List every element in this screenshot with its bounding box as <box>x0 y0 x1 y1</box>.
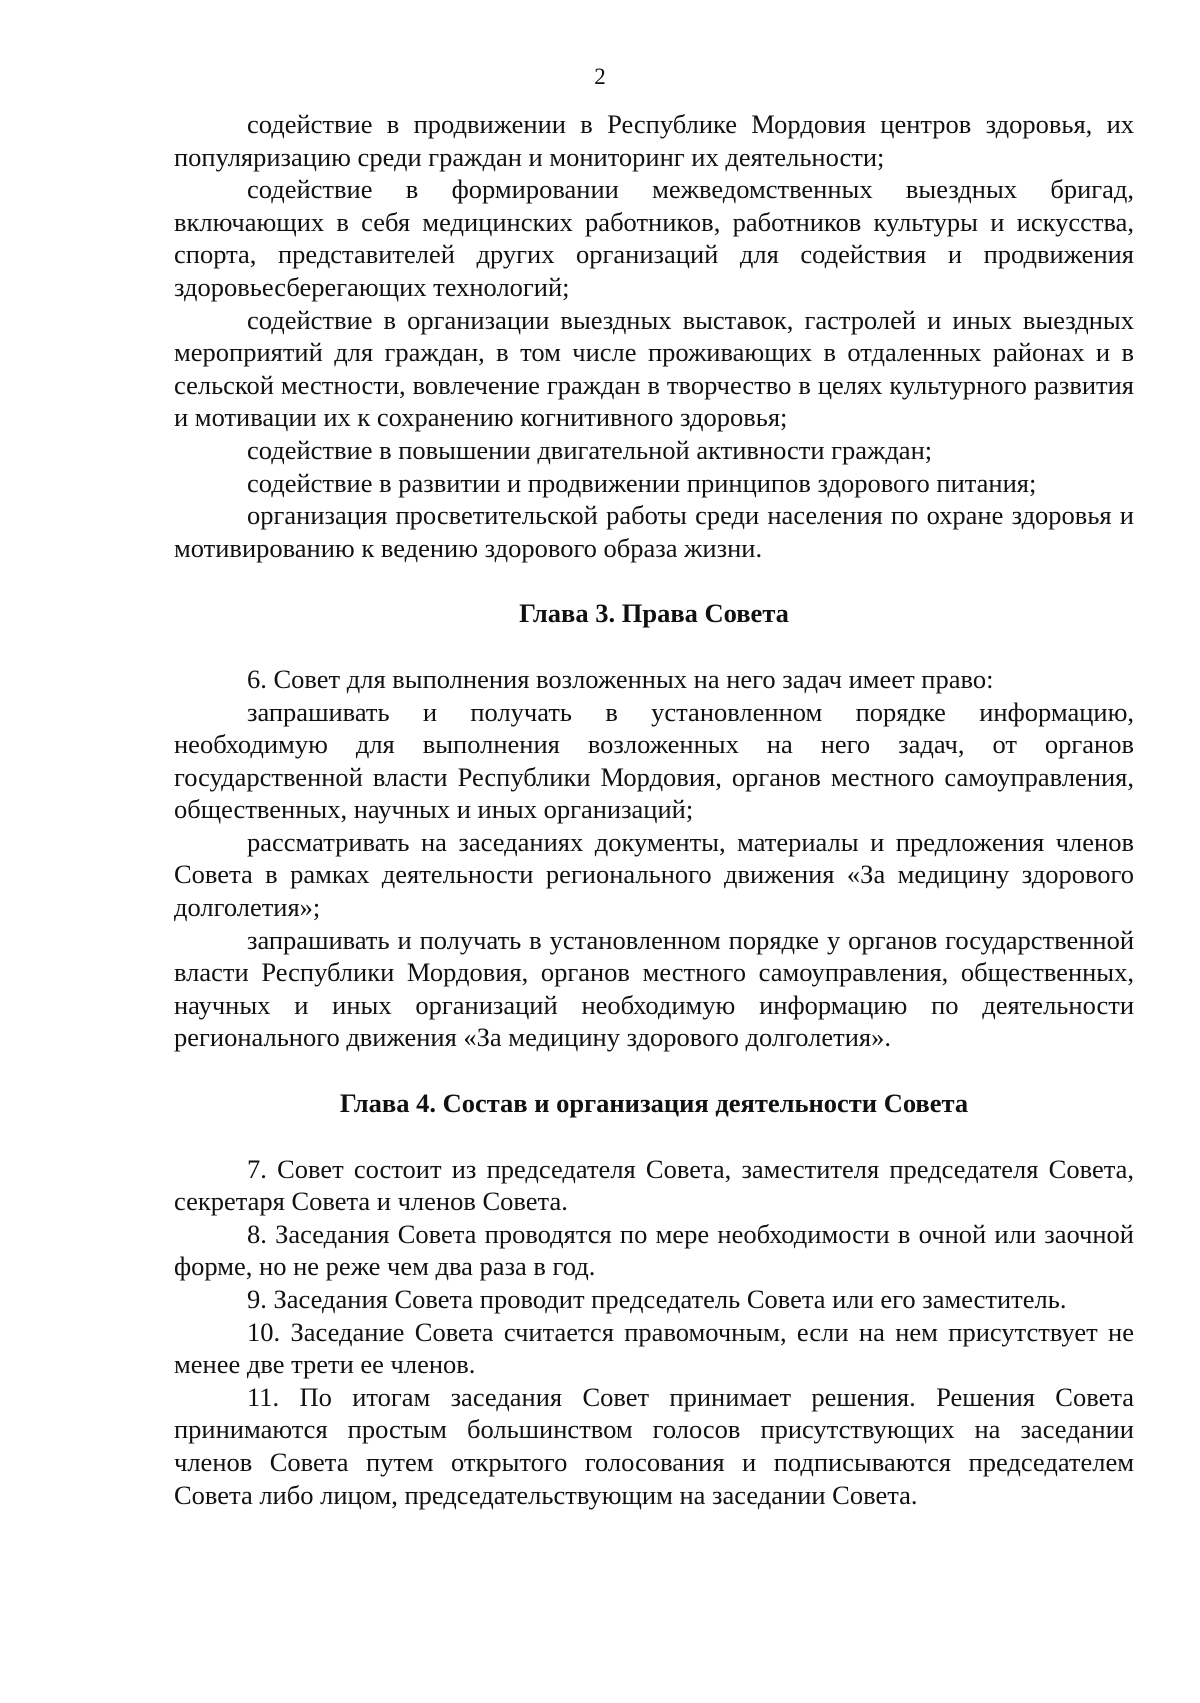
paragraph: 7. Совет состоит из председателя Совета, заместителя председателя Совета, секретаря Совета и членов Совета. <box>174 1153 1134 1217</box>
paragraph: запрашивать и получать в установленном порядке у органов государственной власти Республики Мордовия, органов местного самоуправления, общественных, научных и иных организаций необходимую информацию по деятельности регионального движения «За медицину здорового долголетия». <box>174 924 1134 1053</box>
paragraph: организация просветительской работы среди населения по охране здоровья и мотивированию к ведению здорового образа жизни. <box>174 500 1134 563</box>
paragraph: содействие в развитии и продвижении принципов здорового питания; <box>247 467 1037 498</box>
paragraph: содействие в организации выездных выставок, гастролей и иных выездных мероприятий для граждан, в том числе проживающих в отдаленных районах и в сельской местности, вовлечение граждан в творчество в целях культурного развития и мотивации их к сохранению когнитивного здоровья; <box>174 304 1134 433</box>
paragraph: содействие в повышении двигательной активности граждан; <box>247 434 933 465</box>
chapter-heading: Глава 3. Права Совета <box>519 598 789 629</box>
paragraph: 10. Заседание Совета считается правомочным, если на нем присутствует не менее две трети ее членов. <box>174 1316 1134 1380</box>
chapter-heading: Глава 4. Состав и организация деятельности Совета <box>339 1088 969 1119</box>
paragraph: 9. Заседания Совета проводит председатель Совета или его заместитель. <box>247 1284 1067 1314</box>
paragraph: 11. По итогам заседания Совет принимает решения. Решения Совета принимаются простым большинством голосов присутствующих на заседании членов Совета путем открытого голосования и подписываются председателем Совета либо лицом, председательствующим на заседании Совета. <box>174 1381 1134 1510</box>
paragraph: содействие в формировании межведомственных выездных бригад, включающих в себя медицинских работников, работников культуры и искусства, спорта, представителей других организаций для содействия и продвижения здоровьесберегающих технологий; <box>174 174 1134 302</box>
paragraph: содействие в продвижении в Республике Мордовия центров здоровья, их популяризацию среди граждан и мониторинг их деятельности; <box>174 109 1134 172</box>
paragraph: рассматривать на заседаниях документы, материалы и предложения членов Совета в рамках деятельности регионального движения «За медицину здорового долголетия»; <box>174 826 1134 923</box>
page-number: 2 <box>594 64 606 89</box>
paragraph: 6. Совет для выполнения возложенных на него задач имеет право: <box>247 663 994 694</box>
paragraph: 8. Заседания Совета проводятся по мере необходимости в очной или заочной форме, но не реже чем два раза в год. <box>174 1218 1134 1282</box>
paragraph: запрашивать и получать в установленном порядке информацию, необходимую для выполнения возложенных на него задач, от органов государственной власти Республики Мордовия, органов местного самоуправления, общественных, научных и иных организаций; <box>174 696 1134 825</box>
document-body <box>174 108 1134 1511</box>
